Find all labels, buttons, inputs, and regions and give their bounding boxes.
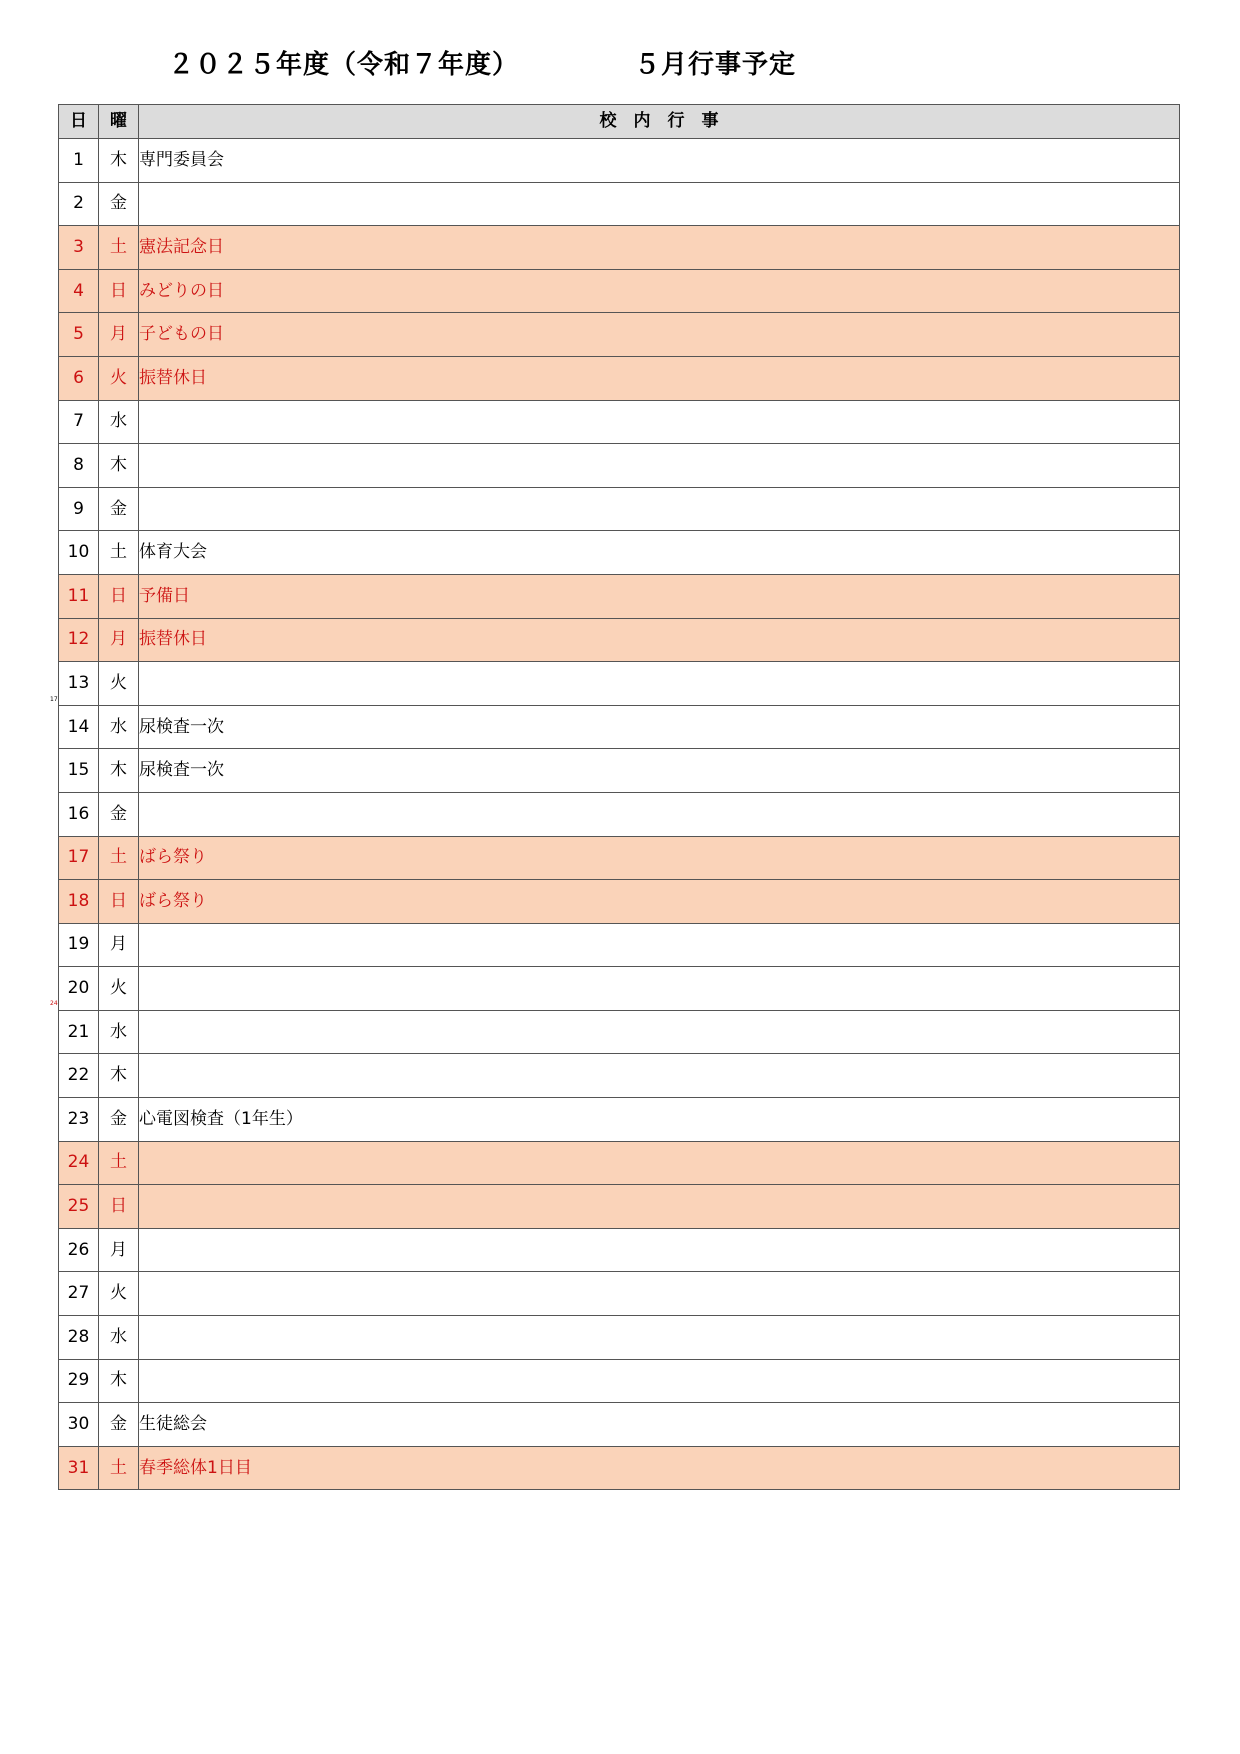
table-row	[59, 444, 1180, 488]
table-row	[59, 1359, 1180, 1403]
weekday-cell: 金	[99, 792, 139, 836]
day-cell: 13	[59, 662, 99, 706]
table-row	[59, 1272, 1180, 1316]
event-cell	[139, 1185, 1180, 1229]
event-cell	[139, 923, 1180, 967]
day-cell: 1	[59, 139, 99, 183]
table-row	[59, 574, 1180, 618]
day-cell: 5	[59, 313, 99, 357]
weekday-cell: 日	[99, 574, 139, 618]
day-cell: 16	[59, 792, 99, 836]
day-cell: 11	[59, 574, 99, 618]
weekday-cell: 金	[99, 487, 139, 531]
day-cell: 4	[59, 269, 99, 313]
day-cell: 8	[59, 444, 99, 488]
schedule-table	[58, 104, 1180, 1490]
day-cell: 12	[59, 618, 99, 662]
day-cell: 9	[59, 487, 99, 531]
day-cell: 7	[59, 400, 99, 444]
weekday-cell: 水	[99, 1010, 139, 1054]
weekday-cell: 日	[99, 1185, 139, 1229]
event-cell: 振替休日	[139, 356, 1180, 400]
table-row	[59, 269, 1180, 313]
weekday-cell: 月	[99, 618, 139, 662]
day-cell: 10	[59, 531, 99, 575]
page-title-month-plan: ５月行事予定	[634, 50, 797, 80]
day-cell: 6	[59, 356, 99, 400]
day-cell: 17	[59, 836, 99, 880]
table-row	[59, 836, 1180, 880]
table-row	[59, 531, 1180, 575]
weekday-cell: 月	[99, 1228, 139, 1272]
day-cell: 14	[59, 705, 99, 749]
day-cell: 24	[59, 1141, 99, 1185]
weekday-cell: 土	[99, 836, 139, 880]
header-weekday: 曜	[99, 105, 139, 139]
day-cell: 22	[59, 1054, 99, 1098]
table-row	[59, 923, 1180, 967]
event-cell: 子どもの日	[139, 313, 1180, 357]
table-row	[59, 792, 1180, 836]
header-day: 日	[59, 105, 99, 139]
event-cell	[139, 1054, 1180, 1098]
day-cell: 27	[59, 1272, 99, 1316]
weekday-cell: 日	[99, 880, 139, 924]
day-cell: 31	[59, 1446, 99, 1490]
schedule-body	[59, 139, 1180, 1490]
table-row	[59, 139, 1180, 183]
event-cell	[139, 1010, 1180, 1054]
day-cell: 25	[59, 1185, 99, 1229]
table-row	[59, 705, 1180, 749]
event-cell: 振替休日	[139, 618, 1180, 662]
event-cell	[139, 182, 1180, 226]
event-cell: 憲法記念日	[139, 226, 1180, 270]
table-row	[59, 1228, 1180, 1272]
event-cell	[139, 792, 1180, 836]
weekday-cell: 月	[99, 313, 139, 357]
event-cell	[139, 1359, 1180, 1403]
day-cell: 29	[59, 1359, 99, 1403]
weekday-cell: 火	[99, 967, 139, 1011]
margin-mark-17: 17	[50, 696, 58, 703]
event-cell	[139, 487, 1180, 531]
table-row	[59, 1054, 1180, 1098]
table-row	[59, 182, 1180, 226]
event-cell	[139, 967, 1180, 1011]
weekday-cell: 火	[99, 1272, 139, 1316]
weekday-cell: 土	[99, 1141, 139, 1185]
event-cell: 生徒総会	[139, 1403, 1180, 1447]
table-row	[59, 1446, 1180, 1490]
event-cell: 体育大会	[139, 531, 1180, 575]
table-row	[59, 1316, 1180, 1360]
table-row	[59, 749, 1180, 793]
day-cell: 28	[59, 1316, 99, 1360]
weekday-cell: 火	[99, 662, 139, 706]
event-cell: 尿検査一次	[139, 749, 1180, 793]
table-row	[59, 400, 1180, 444]
event-cell: 春季総体1日目	[139, 1446, 1180, 1490]
weekday-cell: 金	[99, 182, 139, 226]
table-row	[59, 880, 1180, 924]
header-events: 校 内 行 事	[139, 105, 1180, 139]
weekday-cell: 木	[99, 749, 139, 793]
event-cell: 心電図検査（1年生）	[139, 1098, 1180, 1142]
weekday-cell: 水	[99, 705, 139, 749]
table-row	[59, 1403, 1180, 1447]
weekday-cell: 金	[99, 1403, 139, 1447]
page-title-fiscal-year: ２０２５年度（令和７年度）	[168, 50, 520, 80]
event-cell: 尿検査一次	[139, 705, 1180, 749]
table-header-row	[59, 105, 1180, 139]
weekday-cell: 金	[99, 1098, 139, 1142]
weekday-cell: 水	[99, 1316, 139, 1360]
weekday-cell: 日	[99, 269, 139, 313]
weekday-cell: 火	[99, 356, 139, 400]
weekday-cell: 木	[99, 1054, 139, 1098]
day-cell: 2	[59, 182, 99, 226]
event-cell	[139, 662, 1180, 706]
event-cell: ばら祭り	[139, 836, 1180, 880]
margin-mark-24: 24	[50, 1000, 58, 1007]
weekday-cell: 木	[99, 444, 139, 488]
weekday-cell: 木	[99, 1359, 139, 1403]
weekday-cell: 土	[99, 226, 139, 270]
day-cell: 23	[59, 1098, 99, 1142]
table-row	[59, 313, 1180, 357]
table-row	[59, 226, 1180, 270]
table-row	[59, 618, 1180, 662]
day-cell: 15	[59, 749, 99, 793]
day-cell: 18	[59, 880, 99, 924]
weekday-cell: 水	[99, 400, 139, 444]
day-cell: 19	[59, 923, 99, 967]
event-cell	[139, 1141, 1180, 1185]
day-cell: 3	[59, 226, 99, 270]
table-row	[59, 1098, 1180, 1142]
event-cell: 専門委員会	[139, 139, 1180, 183]
table-row	[59, 356, 1180, 400]
weekday-cell: 月	[99, 923, 139, 967]
event-cell	[139, 444, 1180, 488]
event-cell	[139, 400, 1180, 444]
table-row	[59, 487, 1180, 531]
day-cell: 20	[59, 967, 99, 1011]
table-row	[59, 662, 1180, 706]
table-row	[59, 1010, 1180, 1054]
table-row	[59, 1141, 1180, 1185]
weekday-cell: 木	[99, 139, 139, 183]
event-cell	[139, 1272, 1180, 1316]
day-cell: 26	[59, 1228, 99, 1272]
event-cell	[139, 1228, 1180, 1272]
event-cell: 予備日	[139, 574, 1180, 618]
table-row	[59, 1185, 1180, 1229]
event-cell	[139, 1316, 1180, 1360]
event-cell: みどりの日	[139, 269, 1180, 313]
weekday-cell: 土	[99, 1446, 139, 1490]
day-cell: 30	[59, 1403, 99, 1447]
day-cell: 21	[59, 1010, 99, 1054]
event-cell: ばら祭り	[139, 880, 1180, 924]
weekday-cell: 土	[99, 531, 139, 575]
table-row	[59, 967, 1180, 1011]
